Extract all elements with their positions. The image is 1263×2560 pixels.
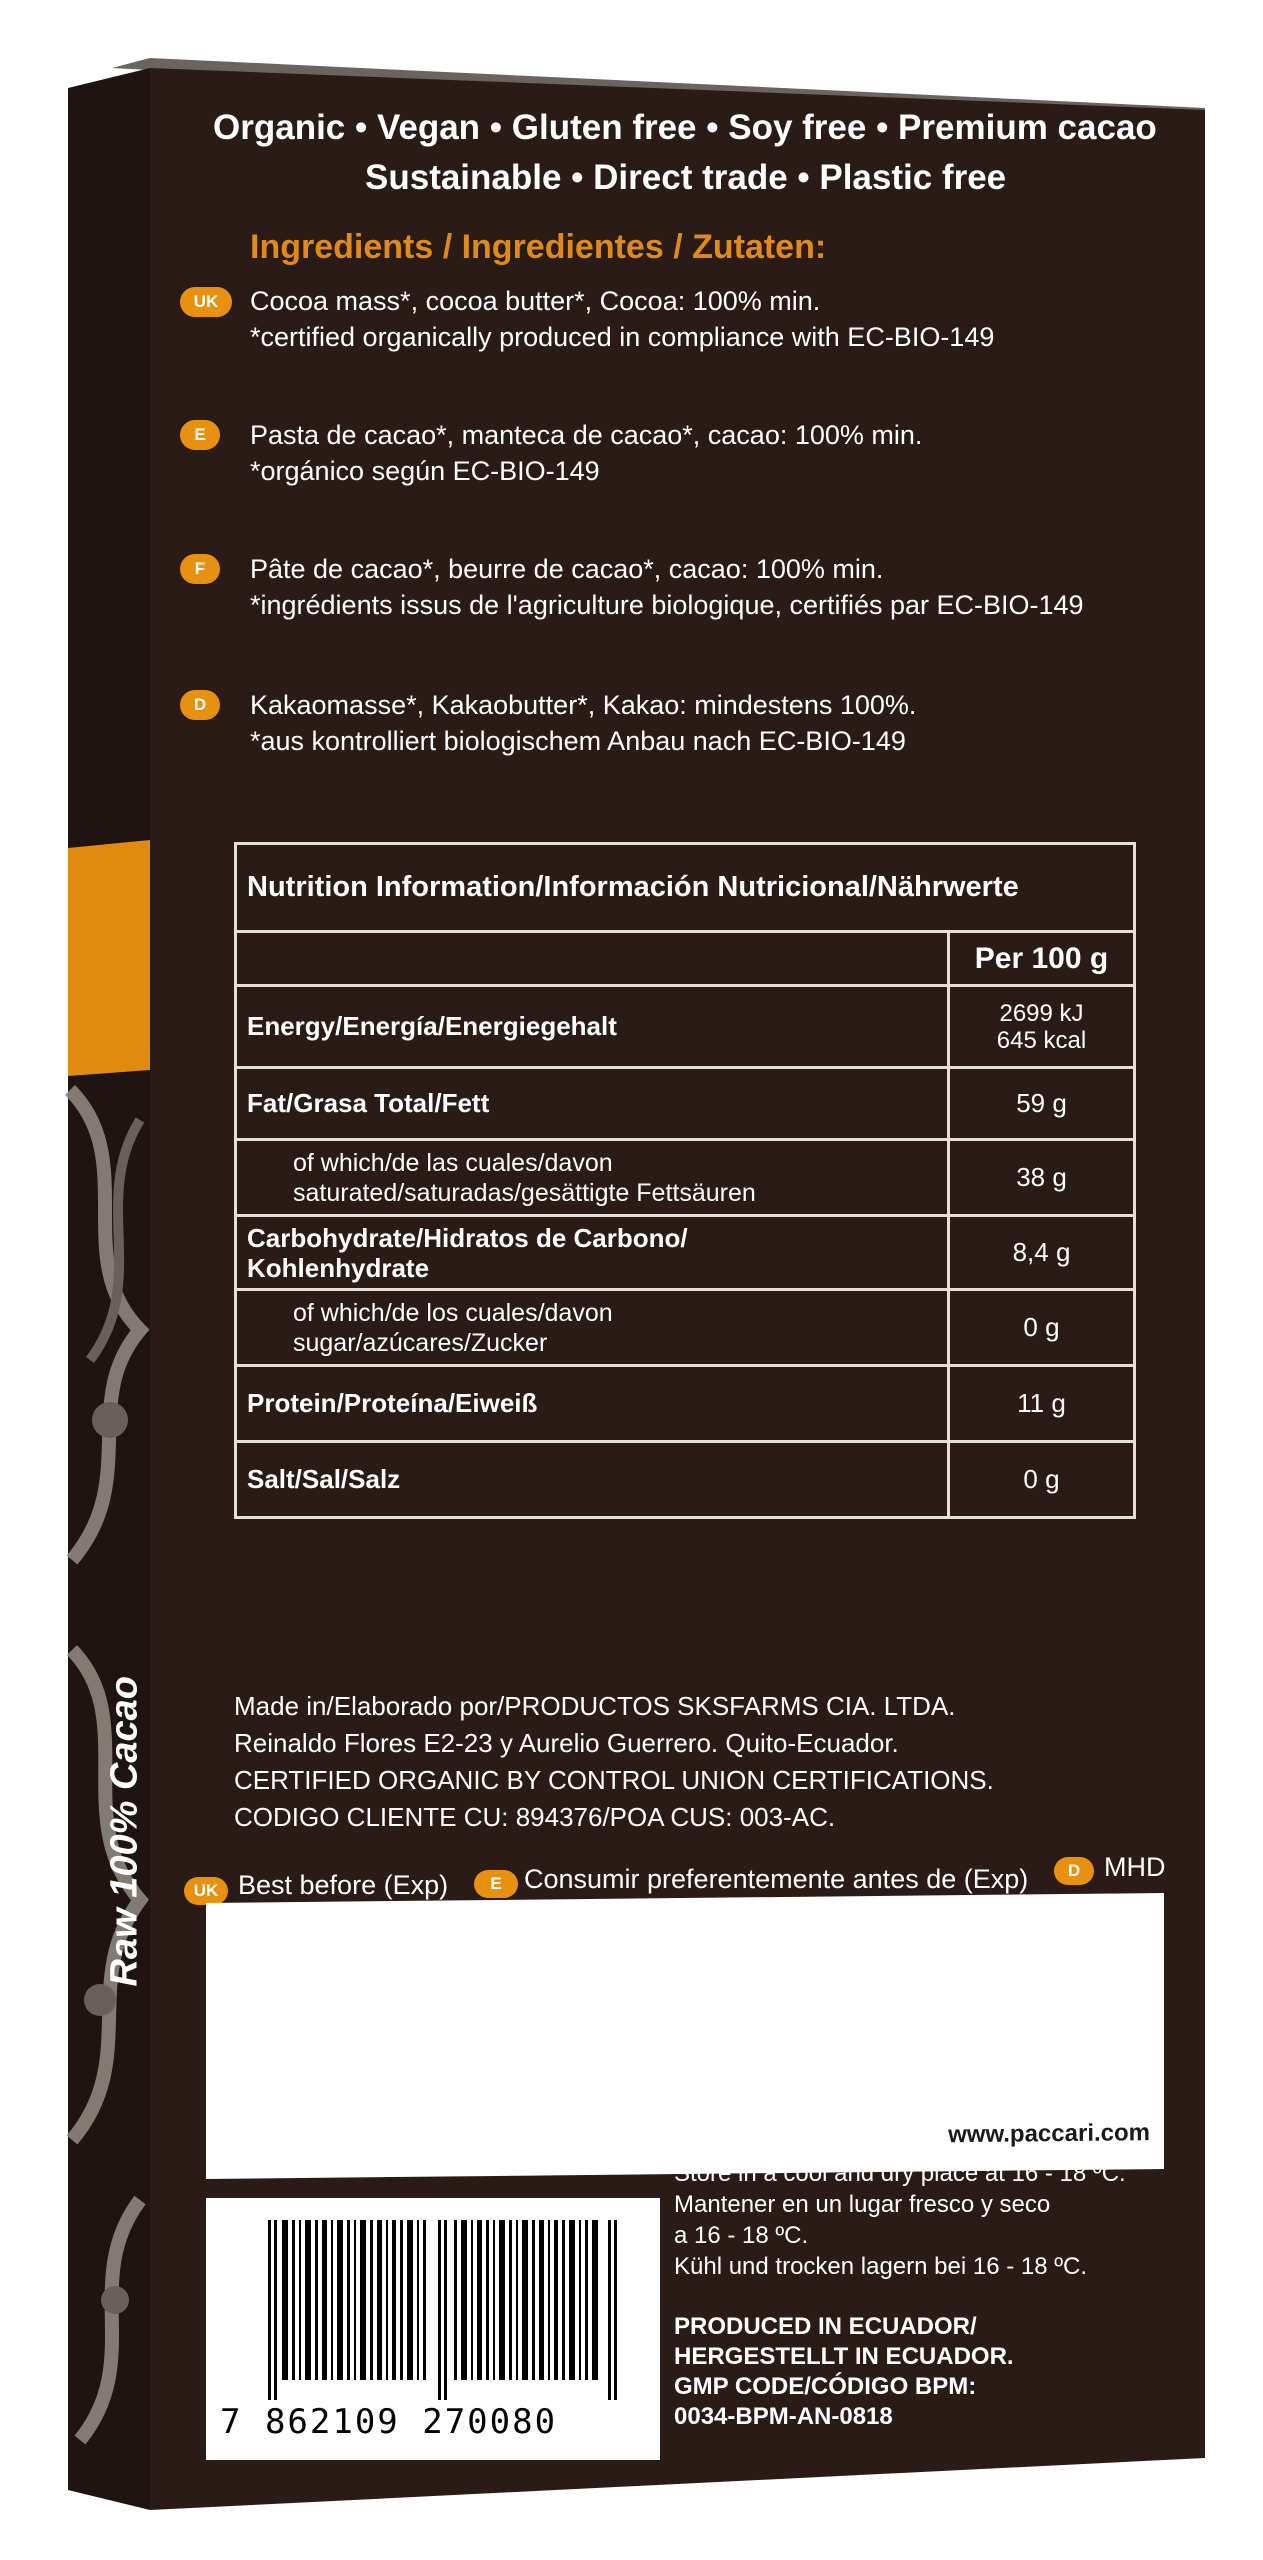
badge-e: E [474, 1870, 518, 1898]
fat-value: 59 g [949, 1068, 1135, 1140]
energy-kcal: 645 kcal [996, 1026, 1087, 1054]
barcode-bars [268, 2220, 628, 2400]
ingredient-note: *orgánico según EC-BIO-149 [250, 456, 600, 486]
sugar-label [236, 1290, 949, 1366]
expiry-date-field [206, 1893, 1164, 2179]
ingredient-note: *aus kontrolliert biologischem Anbau nach EC-BIO-149 [250, 726, 906, 756]
badge-uk: UK [184, 1877, 228, 1905]
carbs-label [236, 1216, 949, 1290]
manufacturer-line: Reinaldo Flores E2-23 y Aurelio Guerrero. Quito-Ecuador. [234, 1728, 899, 1758]
manufacturer-line: CERTIFIED ORGANIC BY CONTROL UNION CERTIFICATIONS. [234, 1765, 994, 1795]
badge-d: D [1054, 1857, 1094, 1885]
best-before-d: MHD [1104, 1852, 1166, 1882]
sugar-line-2: sugar/azúcares/Zucker [293, 1328, 548, 1357]
storage-line: Mantener en un lugar fresco y seco [674, 2191, 1051, 2218]
badge-f: F [180, 554, 220, 584]
saturated-line-2: saturated/saturadas/gesättigte Fettsäuren [293, 1178, 756, 1207]
spine-orange-band [68, 840, 150, 1076]
production-line: PRODUCED IN ECUADOR/ [674, 2313, 977, 2340]
website-url: www.paccari.com [948, 2119, 1150, 2149]
energy-label: Energy/Energía/Energiegehalt [236, 986, 949, 1068]
barcode-number: 7 862109 270080 [220, 2402, 558, 2442]
storage-line: Store in a cool and dry place at 16 - 18 ºC. [674, 2160, 1126, 2187]
carbs-value: 8,4 g [949, 1216, 1135, 1290]
production-line: 0034-BPM-AN-0818 [674, 2403, 893, 2430]
storage-line: a 16 - 18 ºC. [674, 2222, 809, 2249]
ingredient-line: Cocoa mass*, cocoa butter*, Cocoa: 100% min. [250, 286, 821, 316]
salt-value: 0 g [949, 1442, 1135, 1518]
protein-value: 11 g [949, 1366, 1135, 1442]
barcode-area [206, 2198, 660, 2460]
badge-e: E [180, 420, 220, 450]
claims-line-1: Organic • Vegan • Gluten free • Soy free • Premium cacao [213, 108, 1157, 147]
saturated-label [236, 1140, 949, 1216]
badge-uk: UK [180, 287, 232, 317]
protein-label: Protein/Proteína/Eiweiß [236, 1366, 949, 1442]
best-before-uk: Best before (Exp) [238, 1870, 449, 1900]
nutrition-table [234, 842, 1136, 1519]
badge-d: D [180, 690, 220, 720]
sugar-value: 0 g [949, 1290, 1135, 1366]
energy-kj: 2699 kJ [999, 999, 1084, 1027]
manufacturer-line: CODIGO CLIENTE CU: 894376/POA CUS: 003-AC. [234, 1802, 836, 1832]
fat-label: Fat/Grasa Total/Fett [236, 1068, 949, 1140]
per-100g-header: Per 100 g [949, 932, 1135, 986]
production-line: GMP CODE/CÓDIGO BPM: [674, 2373, 977, 2400]
ingredient-note: *certified organically produced in compliance with EC-BIO-149 [250, 322, 995, 352]
carbs-line-1: Carbohydrate/Hidratos de Carbono/ [247, 1222, 688, 1253]
production-info [674, 2312, 1014, 2432]
storage-instructions [674, 2158, 1126, 2282]
nutrition-header-empty [236, 932, 949, 986]
side-brand-text: Raw 100% Cacao [103, 1676, 146, 1987]
best-before-e: Consumir preferentemente antes de (Exp) [524, 1864, 1029, 1894]
storage-line: Kühl und trocken lagern bei 16 - 18 ºC. [674, 2253, 1088, 2280]
claims-line-2: Sustainable • Direct trade • Plastic free [365, 158, 1007, 197]
ingredient-line: Pasta de cacao*, manteca de cacao*, cacao: 100% min. [250, 420, 923, 450]
ingredient-line: Pâte de cacao*, beurre de cacao*, cacao: 100% min. [250, 554, 884, 584]
salt-label: Salt/Sal/Salz [236, 1442, 949, 1518]
sugar-line-1: of which/de los cuales/davon [293, 1298, 613, 1327]
saturated-line-1: of which/de las cuales/davon [293, 1148, 613, 1177]
manufacturer-info [234, 1688, 994, 1836]
carbs-line-2: Kohlenhydrate [247, 1252, 430, 1283]
ingredients-heading: Ingredients / Ingredientes / Zutaten: [250, 228, 827, 266]
manufacturer-line: Made in/Elaborado por/PRODUCTOS SKSFARMS CIA. LTDA. [234, 1691, 956, 1721]
energy-value [949, 986, 1135, 1068]
saturated-value: 38 g [949, 1140, 1135, 1216]
production-line: HERGESTELLT IN ECUADOR. [674, 2343, 1014, 2370]
ingredient-note: *ingrédients issus de l'agriculture biologique, certifiés par EC-BIO-149 [250, 590, 1084, 620]
nutrition-title: Nutrition Information/Información Nutricional/Nährwerte [236, 844, 1135, 932]
ingredient-line: Kakaomasse*, Kakaobutter*, Kakao: mindestens 100%. [250, 690, 917, 720]
